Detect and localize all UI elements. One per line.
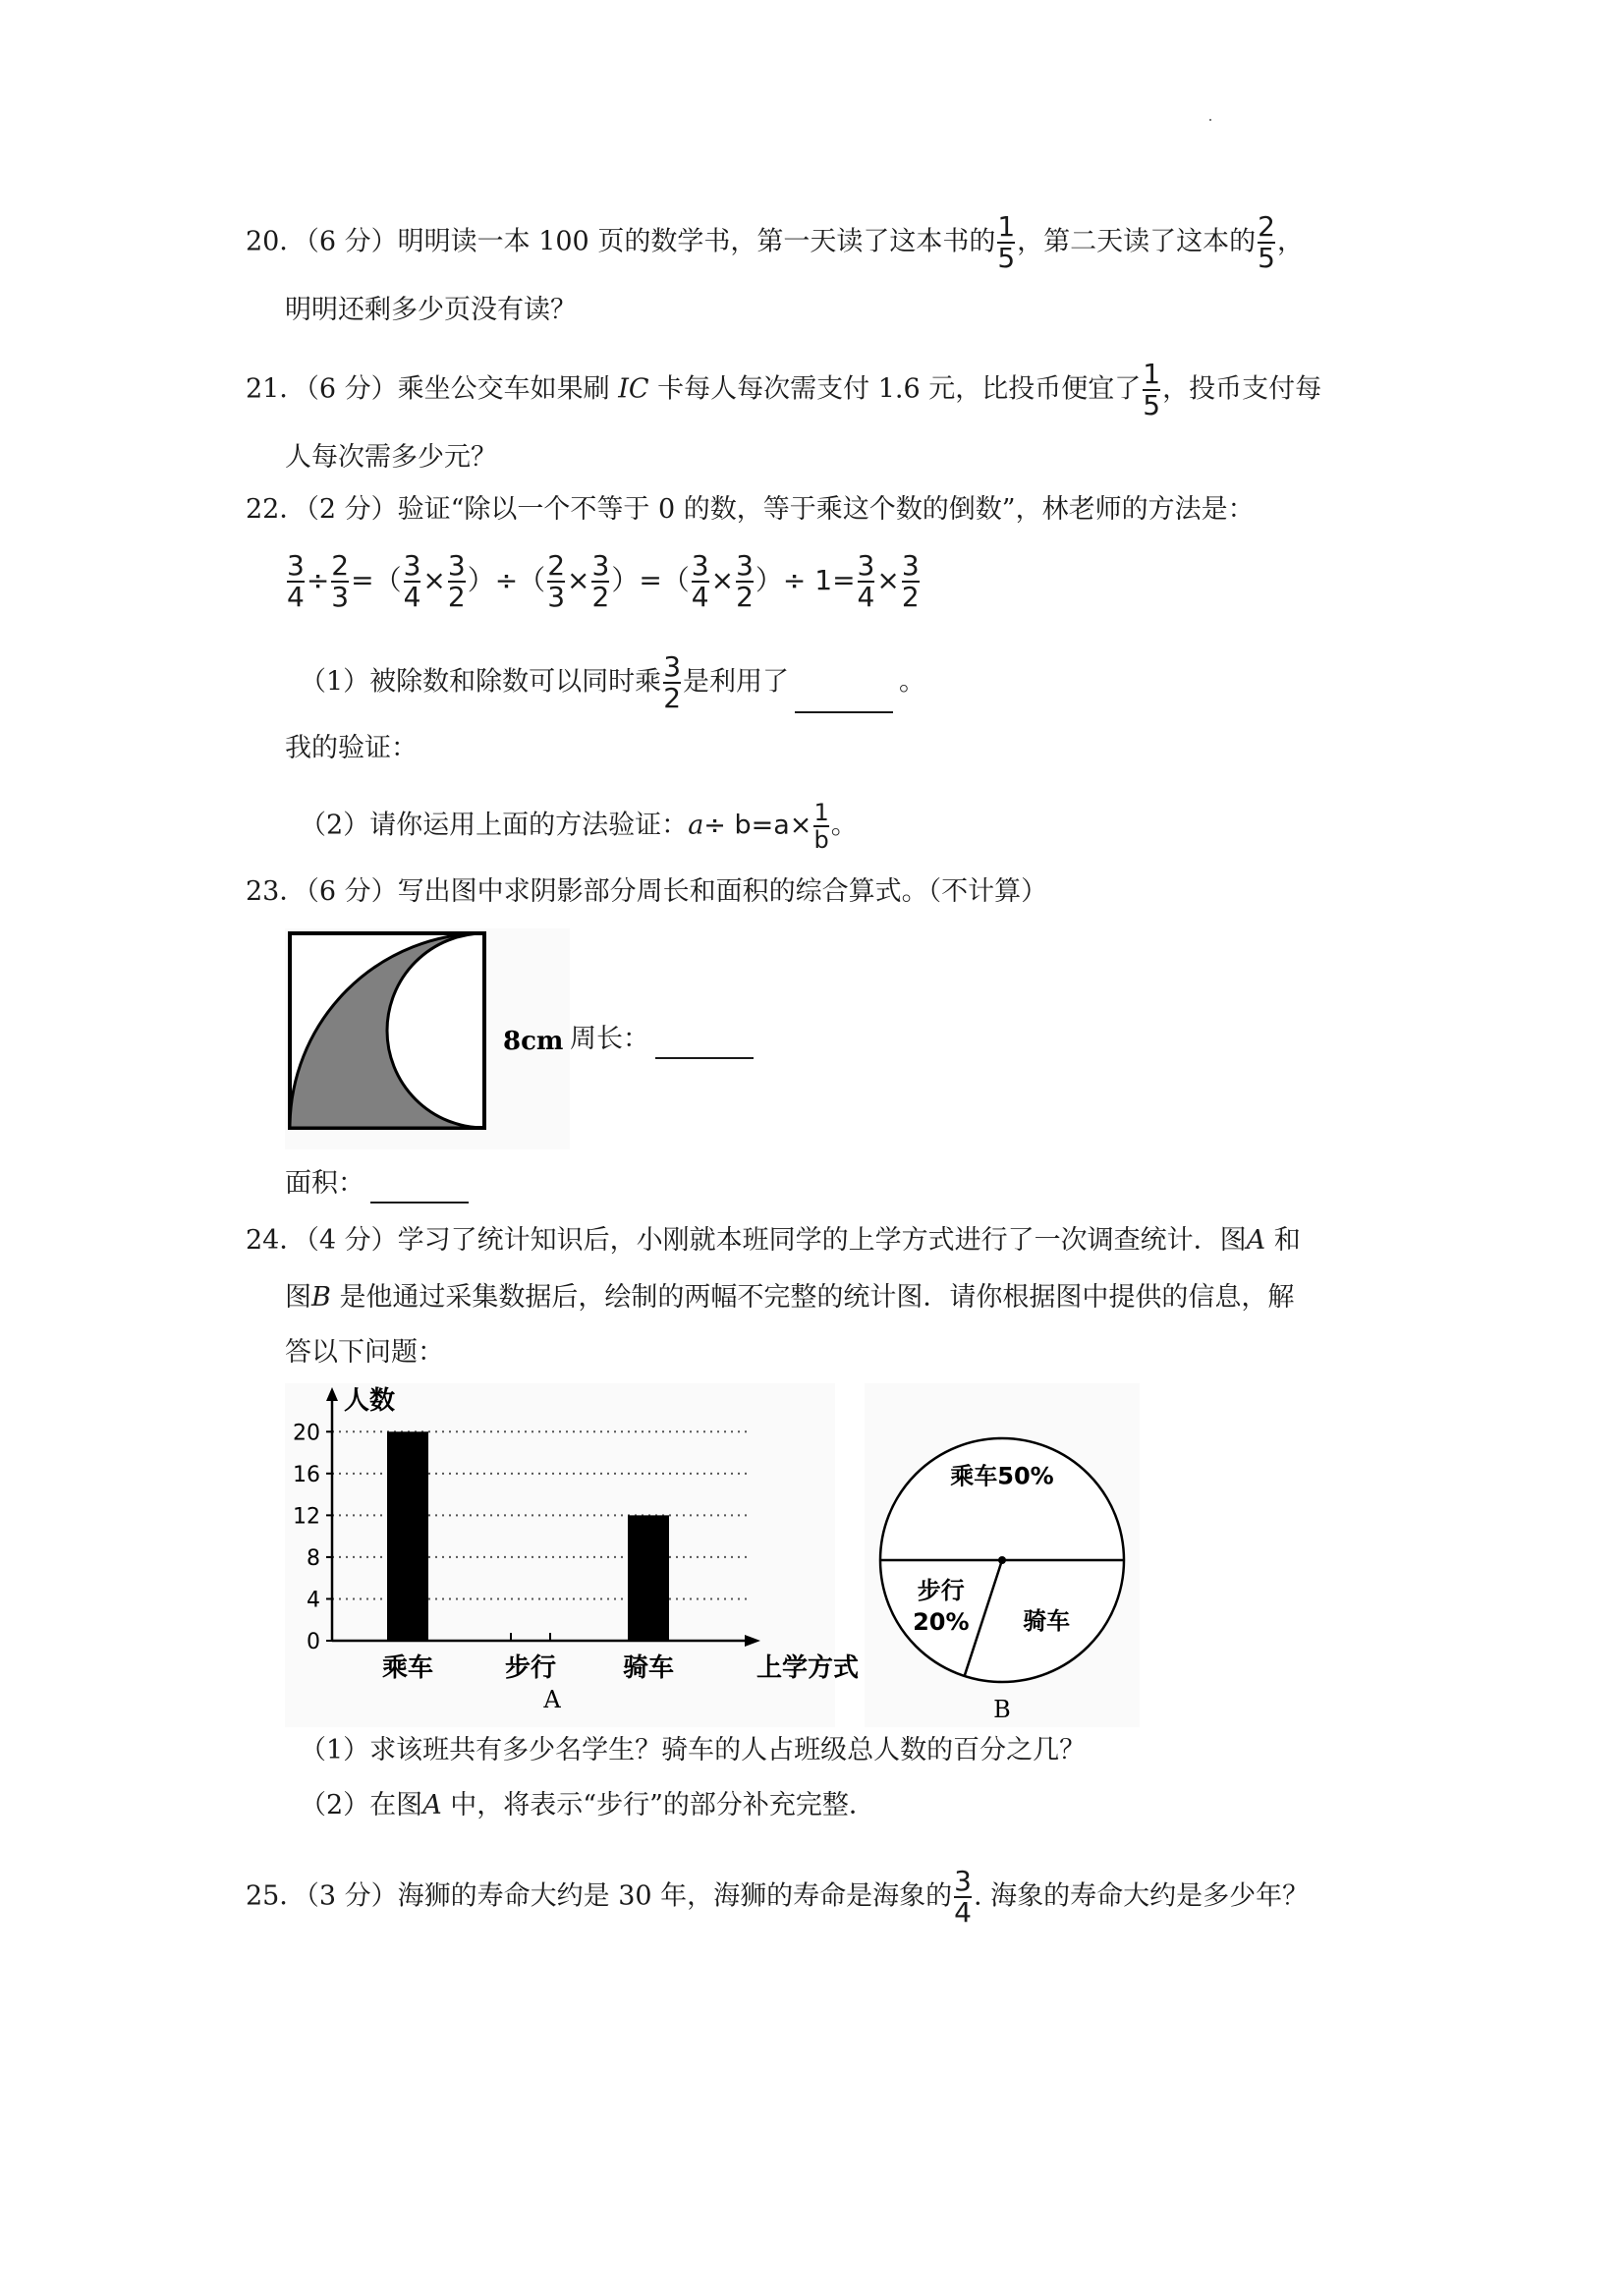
q25-line1: 25．（3 分）海狮的寿命大约是 30 年，海狮的寿命是海象的 $\frac{3}{4}$ . 海象的寿命大约是多少年？ — [246, 1865, 1310, 1929]
q23-area: 面积： — [285, 1164, 475, 1204]
bar-1 — [387, 1431, 428, 1641]
q20-line2: 明明还剩多少页没有读？ — [285, 295, 577, 325]
area-blank — [370, 1172, 469, 1204]
formula-frac-10: $\frac{3}{2}$ — [901, 549, 920, 613]
formula-frac-2: $\frac{2}{3}$ — [331, 549, 350, 613]
q20-fraction-1: $\frac{1}{5}$ — [997, 210, 1016, 274]
q21-line1: 21．（6 分）乘坐公交车如果刷 IC 卡每人每次需支付 1.6 元，比投币便宜了 $\frac{1}{5}$ ，投币支付每 — [246, 358, 1322, 421]
formula-frac-8: $\frac{3}{2}$ — [736, 549, 754, 613]
q25-number: 25． — [246, 1880, 307, 1912]
q23-perimeter: 周长： — [570, 1020, 759, 1059]
x-axis-label: 上学方式 — [756, 1653, 860, 1683]
y-tick-label: 16 — [293, 1462, 320, 1487]
q24-line2: 图B 是他通过采集数据后，绘制的两幅不完整的统计图．请你根据图中提供的信息，解 — [285, 1282, 1295, 1313]
q22-sub2-fraction: $\frac{1}{b}$ — [813, 799, 829, 854]
chart-caption: B — [993, 1696, 1011, 1723]
q24-sub1: （1）求该班共有多少名学生？骑车的人占班级总人数的百分之几？ — [300, 1735, 1087, 1765]
q21-number: 21． — [246, 373, 307, 405]
q22-line1: 22．（2 分）验证“除以一个不等于 0 的数，等于乘这个数的倒数”，林老师的方法是： — [246, 494, 1255, 525]
q24-line1: 24．（4 分）学习了统计知识后，小刚就本班同学的上学方式进行了一次调查统计．图A 和 — [246, 1225, 1301, 1256]
slice-label: 乘车50% — [950, 1462, 1054, 1490]
bar-3 — [628, 1515, 669, 1641]
q20-text: （6 分）明明读一本 100 页的数学书，第一天读了这本书的 — [306, 226, 996, 257]
q22-formula: $\frac{3}{4}$ ÷ $\frac{2}{3}$ =（ $\frac{3}{4}$ × $\frac{3}{2}$ ）÷（ $\frac{2}{3}$ × $\frac{3}{2}$ ）=（ $\frac{3}{4}$ × $\frac{3}{2}$ ）÷ 1= $\frac{3}{4}$ × $\frac{3}{2}$ — [287, 549, 920, 613]
q20-fraction-2: $\frac{2}{5}$ — [1258, 210, 1275, 274]
q21-fraction: $\frac{1}{5}$ — [1143, 358, 1161, 421]
formula-frac-3: $\frac{3}{4}$ — [403, 549, 421, 613]
q23-number: 23． — [246, 876, 307, 907]
category-label: 步行 — [504, 1653, 557, 1683]
y-axis-label: 人数 — [344, 1386, 396, 1416]
q24-number: 24． — [246, 1225, 307, 1256]
q22-sub1-blank — [795, 682, 893, 713]
category-label: 乘车 — [381, 1653, 434, 1683]
q22-sub1: （1）被除数和除数可以同时乘 $\frac{3}{2}$ 是利用了 。 — [300, 650, 926, 714]
chart-caption: A — [543, 1686, 561, 1713]
scan-dot — [1209, 119, 1211, 121]
q23-line1: 23．（6 分）写出图中求阴影部分周长和面积的综合算式。（不计算） — [246, 876, 1048, 907]
q22-number: 22． — [246, 494, 307, 525]
pie-center — [998, 1556, 1006, 1564]
formula-frac-9: $\frac{3}{4}$ — [857, 549, 875, 613]
bar-chart-a — [285, 1383, 860, 1727]
perimeter-blank — [655, 1028, 754, 1059]
q22-sub2: （2）请你运用上面的方法验证：a÷ b=a× $\frac{1}{b}$ 。 — [300, 799, 858, 854]
category-label: 骑车 — [622, 1653, 675, 1683]
q25-fraction: $\frac{3}{4}$ — [954, 1865, 972, 1929]
q20-line1: 20．（6 分）明明读一本 100 页的数学书，第一天读了这本书的 $\frac{1}{5}$ ，第二天读了这本的 $\frac{2}{5}$ ， — [246, 210, 1304, 274]
y-tick-label: 8 — [307, 1545, 320, 1571]
side-length-label: 8cm — [503, 1027, 564, 1056]
formula-frac-7: $\frac{3}{4}$ — [691, 549, 709, 613]
formula-frac-5: $\frac{2}{3}$ — [547, 549, 566, 613]
q20-number: 20． — [246, 226, 307, 257]
formula-frac-6: $\frac{3}{2}$ — [591, 549, 610, 613]
pie-chart-b — [865, 1383, 1140, 1727]
slice-label: 步行 — [917, 1577, 965, 1605]
slice-label: 骑车 — [1023, 1607, 1071, 1636]
y-tick-label: 20 — [293, 1421, 320, 1446]
q21-line2: 人每次需多少元？ — [285, 442, 497, 473]
y-tick-label: 12 — [293, 1504, 320, 1530]
slice-value-label: 20% — [913, 1608, 970, 1637]
q22-mine: 我的验证： — [285, 733, 418, 763]
q23-shaded-figure — [285, 928, 570, 1149]
q24-sub2: （2）在图A 中，将表示“步行”的部分补充完整． — [300, 1790, 875, 1820]
formula-frac-1: $\frac{3}{4}$ — [287, 549, 305, 613]
q24-line3: 答以下问题： — [285, 1337, 444, 1368]
q22-sub1-fraction: $\frac{3}{2}$ — [663, 650, 682, 714]
y-tick-label: 4 — [307, 1588, 320, 1613]
y-tick-label: 0 — [307, 1630, 320, 1654]
formula-frac-4: $\frac{3}{2}$ — [447, 549, 466, 613]
chart-background — [285, 1383, 835, 1727]
